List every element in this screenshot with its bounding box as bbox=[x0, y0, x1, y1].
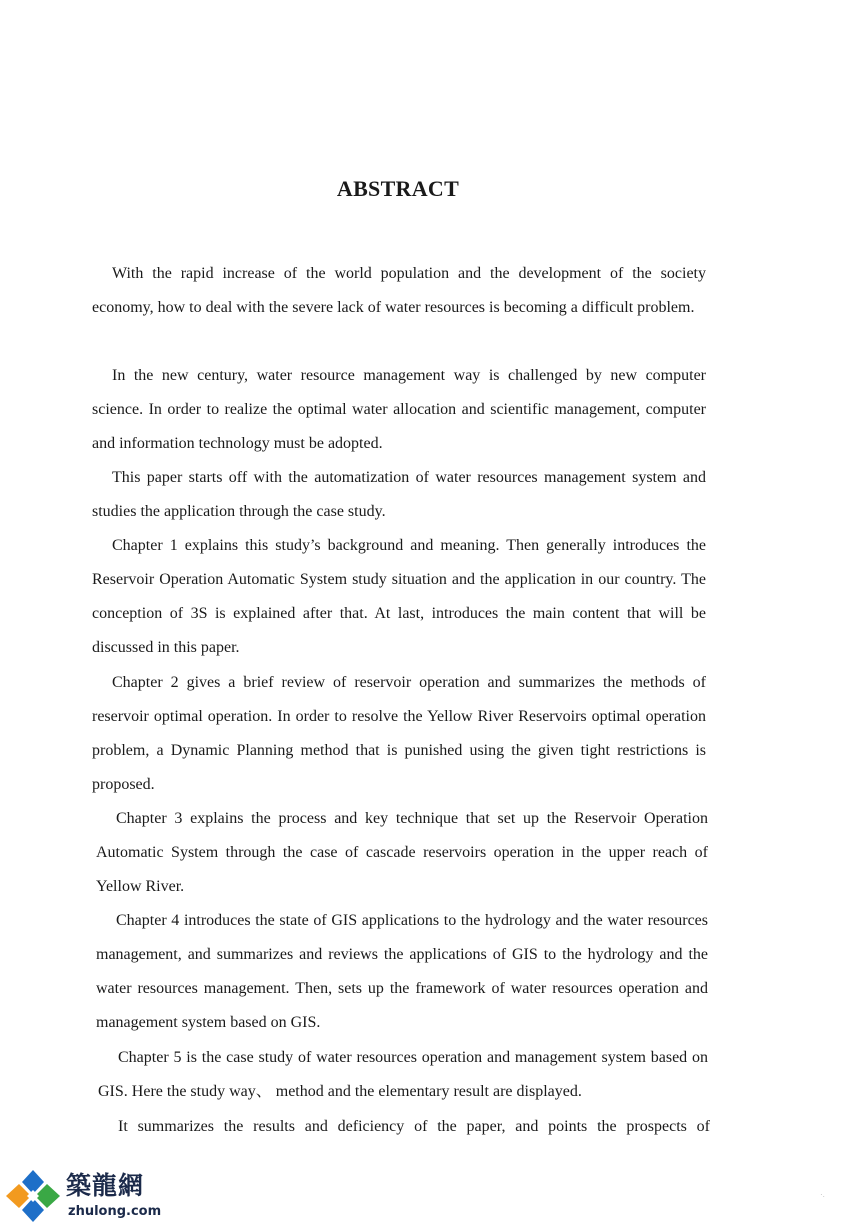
abstract-paragraph-3: This paper starts off with the automatization of water resources management system and studies the application through the case study. bbox=[92, 469, 706, 520]
page-title: ABSTRACT bbox=[336, 176, 460, 201]
logo-chinese-name: 築龍網 bbox=[66, 1171, 145, 1200]
scan-speck: ·. bbox=[820, 1190, 825, 1199]
abstract-paragraph-4: Chapter 1 explains this study’s background and meaning. Then generally introduces the Reservoir Operation Automatic System study situation and the application in our country. The conception of 3S is explained after that. At last, introduces the main content that will be discussed in this paper. bbox=[92, 537, 706, 656]
abstract-paragraph-6: Chapter 3 explains the process and key technique that set up the Reservoir Operation Automatic System through the case of cascade reservoirs operation in the upper reach of Yellow River. bbox=[96, 810, 708, 895]
abstract-paragraph-8: Chapter 5 is the case study of water resources operation and management system based on GIS. Here the study way、 method and the elementary result are displayed. bbox=[98, 1049, 708, 1100]
abstract-paragraph-2: In the new century, water resource management way is challenged by new computer science. In order to realize the optimal water allocation and scientific management, computer and information technology must be adopted. bbox=[92, 367, 706, 452]
abstract-paragraph-1: With the rapid increase of the world population and the development of the society economy, how to deal with the severe lack of water resources is becoming a difficult problem. bbox=[92, 265, 706, 316]
abstract-paragraph-9: It summarizes the results and deficiency of the paper, and points the prospects of bbox=[118, 1118, 710, 1135]
zhulong-watermark bbox=[4, 1168, 169, 1224]
logo-site-name: zhulong.com bbox=[68, 1204, 162, 1219]
abstract-paragraph-7: Chapter 4 introduces the state of GIS applications to the hydrology and the water resources management, and summarizes and reviews the applications of GIS to the hydrology and the water resources management. Then, sets up the framework of water resources operation and management system based on GIS. bbox=[96, 912, 708, 1031]
abstract-paragraph-5: Chapter 2 gives a brief review of reservoir operation and summarizes the methods of reservoir optimal operation. In order to resolve the Yellow River Reservoirs optimal operation problem, a Dynamic Planning method that is punished using the given tight restrictions is proposed. bbox=[92, 674, 706, 793]
zhulong-logo-icon bbox=[4, 1168, 62, 1224]
